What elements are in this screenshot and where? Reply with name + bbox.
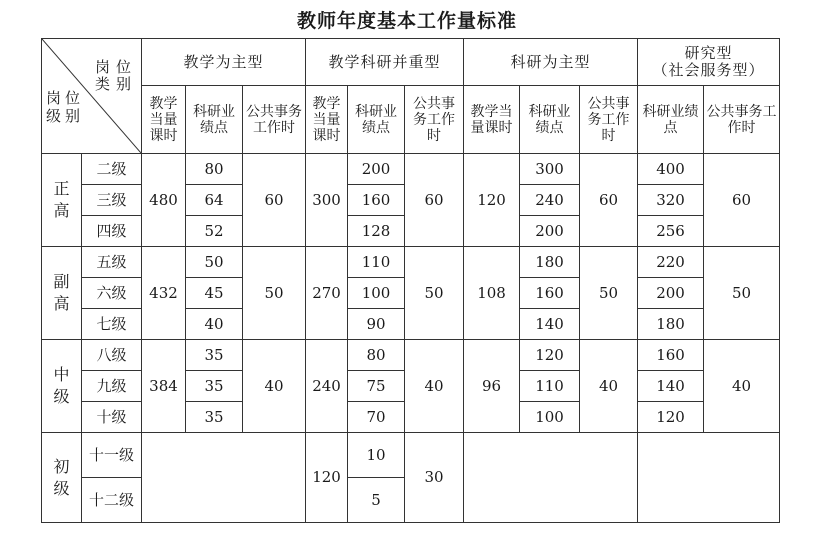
level-label: 十级 xyxy=(82,402,142,433)
teach-hours-cell: 300 xyxy=(306,154,348,247)
subheader-research-points: 科研业绩点 xyxy=(186,86,243,154)
research-points-cell: 75 xyxy=(348,371,405,402)
public-hours-cell: 50 xyxy=(243,247,306,340)
level-label: 九级 xyxy=(82,371,142,402)
level-label: 二级 xyxy=(82,154,142,185)
corner-bottom-label: 岗位 级别 xyxy=(46,89,85,125)
empty-cell xyxy=(638,433,780,523)
research-points-cell: 140 xyxy=(520,309,580,340)
research-points-cell: 160 xyxy=(638,340,704,371)
empty-cell xyxy=(464,433,638,523)
research-points-cell: 220 xyxy=(638,247,704,278)
research-points-cell: 300 xyxy=(520,154,580,185)
subheader-research-points: 科研业绩点 xyxy=(520,86,580,154)
page-title: 教师年度基本工作量标准 xyxy=(296,10,517,32)
research-points-cell: 160 xyxy=(520,278,580,309)
research-points-cell: 80 xyxy=(186,154,243,185)
public-hours-cell: 40 xyxy=(243,340,306,433)
level-label: 三级 xyxy=(82,185,142,216)
public-hours-cell: 40 xyxy=(405,340,464,433)
subheader-teach-hours: 教学当量课时 xyxy=(464,86,520,154)
research-points-cell: 70 xyxy=(348,402,405,433)
teach-hours-cell: 270 xyxy=(306,247,348,340)
level-label: 十二级 xyxy=(82,478,142,523)
research-points-cell: 80 xyxy=(348,340,405,371)
subheader-research-points: 科研业绩点 xyxy=(348,86,405,154)
research-points-cell: 200 xyxy=(520,216,580,247)
public-hours-cell: 40 xyxy=(704,340,780,433)
research-points-cell: 120 xyxy=(520,340,580,371)
public-hours-cell: 40 xyxy=(580,340,638,433)
research-points-cell: 240 xyxy=(520,185,580,216)
teach-hours-cell: 96 xyxy=(464,340,520,433)
research-points-cell: 35 xyxy=(186,340,243,371)
teach-hours-cell: 432 xyxy=(142,247,186,340)
teach-hours-cell: 108 xyxy=(464,247,520,340)
public-hours-cell: 30 xyxy=(405,433,464,523)
research-points-cell: 120 xyxy=(638,402,704,433)
teach-hours-cell: 480 xyxy=(142,154,186,247)
level-label: 十一级 xyxy=(82,433,142,478)
public-hours-cell: 60 xyxy=(243,154,306,247)
research-points-cell: 50 xyxy=(186,247,243,278)
research-points-cell: 180 xyxy=(638,309,704,340)
research-points-cell: 160 xyxy=(348,185,405,216)
research-points-cell: 200 xyxy=(348,154,405,185)
research-points-cell: 64 xyxy=(186,185,243,216)
public-hours-cell: 60 xyxy=(580,154,638,247)
corner-header xyxy=(42,39,142,154)
research-points-cell: 200 xyxy=(638,278,704,309)
research-points-cell: 100 xyxy=(520,402,580,433)
public-hours-cell: 50 xyxy=(704,247,780,340)
public-hours-cell: 60 xyxy=(405,154,464,247)
rank-label: 副高 xyxy=(42,247,82,340)
research-points-cell: 180 xyxy=(520,247,580,278)
research-points-cell: 256 xyxy=(638,216,704,247)
research-points-cell: 40 xyxy=(186,309,243,340)
level-label: 四级 xyxy=(82,216,142,247)
rank-label: 中级 xyxy=(42,340,82,433)
level-label: 七级 xyxy=(82,309,142,340)
level-label: 八级 xyxy=(82,340,142,371)
teach-hours-cell: 240 xyxy=(306,340,348,433)
research-points-cell: 400 xyxy=(638,154,704,185)
research-points-cell: 5 xyxy=(348,478,405,523)
research-points-cell: 100 xyxy=(348,278,405,309)
rank-label: 正高 xyxy=(42,154,82,247)
group-header-study: 研究型 （社会服务型） xyxy=(638,39,780,86)
workload-table xyxy=(41,38,780,523)
teach-hours-cell: 384 xyxy=(142,340,186,433)
subheader-public-hours: 公共事务工作时 xyxy=(704,86,780,154)
subheader-research-points: 科研业绩点 xyxy=(638,86,704,154)
research-points-cell: 110 xyxy=(520,371,580,402)
subheader-teach-hours: 教学当量课时 xyxy=(306,86,348,154)
level-label: 五级 xyxy=(82,247,142,278)
group-header-research: 科研为主型 xyxy=(464,39,638,86)
group-header-teaching: 教学为主型 xyxy=(142,39,306,86)
teach-hours-cell: 120 xyxy=(306,433,348,523)
research-points-cell: 320 xyxy=(638,185,704,216)
research-points-cell: 45 xyxy=(186,278,243,309)
teach-hours-cell: 120 xyxy=(464,154,520,247)
table-row xyxy=(42,433,780,478)
research-points-cell: 35 xyxy=(186,402,243,433)
research-points-cell: 140 xyxy=(638,371,704,402)
research-points-cell: 10 xyxy=(348,433,405,478)
subheader-teach-hours: 教学当量课时 xyxy=(142,86,186,154)
table-row xyxy=(42,340,780,371)
level-label: 六级 xyxy=(82,278,142,309)
table-row xyxy=(42,247,780,278)
research-points-cell: 90 xyxy=(348,309,405,340)
table-row xyxy=(42,154,780,185)
research-points-cell: 52 xyxy=(186,216,243,247)
research-points-cell: 35 xyxy=(186,371,243,402)
public-hours-cell: 50 xyxy=(580,247,638,340)
empty-cell xyxy=(142,433,306,523)
public-hours-cell: 50 xyxy=(405,247,464,340)
group-header-balanced: 教学科研并重型 xyxy=(306,39,464,86)
research-points-cell: 128 xyxy=(348,216,405,247)
subheader-public-hours: 公共事务工作时 xyxy=(243,86,306,154)
research-points-cell: 110 xyxy=(348,247,405,278)
subheader-public-hours: 公共事务工作时 xyxy=(580,86,638,154)
subheader-public-hours: 公共事务工作时 xyxy=(405,86,464,154)
public-hours-cell: 60 xyxy=(704,154,780,247)
rank-label: 初级 xyxy=(42,433,82,523)
corner-top-label: 岗位 类别 xyxy=(94,58,137,93)
